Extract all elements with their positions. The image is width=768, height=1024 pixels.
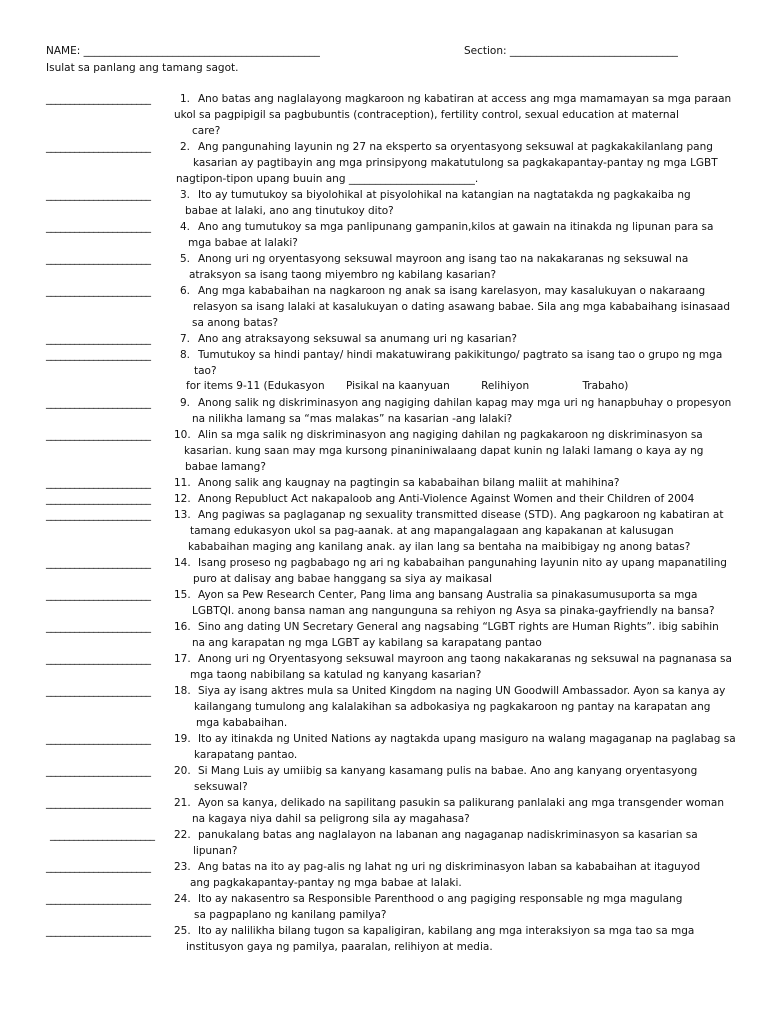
question-number: 9. xyxy=(180,397,191,409)
question-item xyxy=(46,395,732,427)
answer-blank[interactable]: ______________________ xyxy=(46,621,151,633)
subheading-option: Pisikal na kaanyuan xyxy=(345,380,450,392)
question-text-line: nagtipon-tipon upang buuin ang ________________________. xyxy=(176,173,479,185)
question-item xyxy=(46,251,726,283)
answer-blank[interactable]: ______________________ xyxy=(46,733,151,745)
question-text-line: Tumutukoy sa hindi pantay/ hindi makatuwirang pakikitungo/ pagtrato sa isang tao o grupo ng mga xyxy=(198,349,723,361)
question-text-line: Anong uri ng oryentasyong seksuwal mayroon ang isang tao na nakakaranas ng seksuwal na xyxy=(198,253,689,265)
question-text-line: Ito ay itinakda ng United Nations ay nagtakda upang masiguro na walang magaganap na paglabag sa xyxy=(198,733,736,745)
question-text-line: mga kababaihan. xyxy=(196,717,288,729)
question-text-line: Anong salik ang kaugnay na pagtingin sa kababaihan bilang maliit at mahihina? xyxy=(198,477,620,489)
question-text-line: relasyon sa isang lalaki at kasalukuyan o dating asawang babae. Sila ang mga kababaihang isinasaad xyxy=(193,301,731,313)
answer-blank[interactable]: ______________________ xyxy=(46,797,151,809)
answer-blank[interactable]: ______________________ xyxy=(46,765,151,777)
question-number: 3. xyxy=(180,189,191,201)
header xyxy=(46,43,726,59)
answer-blank[interactable]: ______________________ xyxy=(46,477,151,489)
question-text-line: Ano batas ang naglalayong magkaroon ng kabatiran at access ang mga mamamayan sa mga paraan xyxy=(198,93,732,105)
question-text-line: Ang pangunahing layunin ng 27 na eksperto sa oryentasyong seksuwal at pagkakakilanlang pang xyxy=(198,141,713,153)
question-text-line: na kagaya niya dahil sa peligrong sila ay magahasa? xyxy=(192,813,470,825)
question-text-line: seksuwal? xyxy=(194,781,248,793)
question-text-line: LGBTQI. anong bansa naman ang nangunguna sa rehiyon ng Asya sa pinaka-gayfriendly na bansa? xyxy=(192,605,715,617)
question-item xyxy=(46,219,726,251)
answer-blank[interactable]: ______________________ xyxy=(46,141,151,153)
question-text-line: Ang mga kababaihan na nagkaroon ng anak sa isang karelasyon, may kasalukuyan o nakaraang xyxy=(198,285,706,297)
question-item xyxy=(46,283,731,331)
question-text-line: Ito ay nakasentro sa Responsible Parenthood o ang pagiging responsable ng mga magulang xyxy=(198,893,683,905)
question-item xyxy=(46,491,726,507)
answer-blank[interactable]: ______________________ xyxy=(46,429,151,441)
question-text-line: atraksyon sa isang taong miyembro ng kabilang kasarian? xyxy=(189,269,497,281)
question-number: 5. xyxy=(180,253,191,265)
question-item xyxy=(46,347,726,379)
question-number: 7. xyxy=(180,333,191,345)
answer-blank[interactable]: ______________________ xyxy=(46,397,151,409)
question-item xyxy=(46,187,726,219)
answer-blank[interactable]: ______________________ xyxy=(46,349,151,361)
question-text-line: Alin sa mga salik ng diskriminasyon ang nagiging dahilan ng pagkakaroon ng diskriminasyon sa xyxy=(198,429,703,441)
answer-blank[interactable]: ______________________ xyxy=(46,557,151,569)
answer-blank[interactable]: ______________________ xyxy=(46,589,151,601)
question-text-line: Ito ay tumutukoy sa biyolohikal at pisyolohikal na katangian na nagtatakda ng pagkakaiba ng xyxy=(198,189,691,201)
question-text-line: Ang pagiwas sa paglaganap ng sexuality transmitted disease (STD). Ang pagkaroon ng kabatiran at xyxy=(198,509,724,521)
answer-blank[interactable]: ______________________ xyxy=(46,893,151,905)
subheading-option: Trabaho) xyxy=(582,380,629,392)
question-item xyxy=(46,331,726,347)
question-number: 16. xyxy=(174,621,191,633)
question-text-line: Ayon sa Pew Research Center, Pang lima ang bansang Australia sa pinakasumusuporta sa mga xyxy=(198,589,698,601)
question-number: 12. xyxy=(174,493,191,505)
question-text-line: ang pagkakapantay-pantay ng mga babae at lalaki. xyxy=(190,877,462,889)
instruction-text: Isulat sa panlang ang tamang sagot. xyxy=(46,62,239,74)
answer-blank[interactable]: ______________________ xyxy=(46,509,151,521)
question-item xyxy=(46,923,726,955)
answer-blank[interactable]: ______________________ xyxy=(46,221,151,233)
question-item xyxy=(46,555,726,587)
question-text-line: Anong salik ng diskriminasyon ang nagiging dahilan kapag may mga uri ng hanapbuhay o propesyon xyxy=(198,397,732,409)
question-item xyxy=(46,139,726,187)
answer-blank[interactable]: ______________________ xyxy=(50,829,155,841)
question-text-line: puro at dalisay ang babae hanggang sa siya ay maikasal xyxy=(193,573,493,585)
question-text-line: Ano ang atraksayong seksuwal sa anumang uri ng kasarian? xyxy=(198,333,518,345)
question-text-line: care? xyxy=(192,125,221,137)
question-item xyxy=(46,763,726,795)
answer-blank[interactable]: ______________________ xyxy=(46,493,151,505)
question-text-line: lipunan? xyxy=(193,845,238,857)
question-number: 8. xyxy=(180,349,191,361)
question-number: 20. xyxy=(174,765,191,777)
question-text-line: Siya ay isang aktres mula sa United Kingdom na naging UN Goodwill Ambassador. Ayon sa kanya ay xyxy=(198,685,726,697)
question-number: 4. xyxy=(180,221,191,233)
question-text-line: sa pagpaplano ng kanilang pamilya? xyxy=(194,909,387,921)
question-number: 24. xyxy=(174,893,191,905)
question-text-line: na nilikha lamang sa “mas malakas” na kasarian -ang lalaki? xyxy=(192,413,513,425)
question-text-line: tao? xyxy=(194,365,217,377)
items-9-11-subheading xyxy=(186,378,628,394)
answer-blank[interactable]: ______________________ xyxy=(46,285,151,297)
question-number: 18. xyxy=(174,685,191,697)
question-number: 11. xyxy=(174,477,191,489)
answer-blank[interactable]: ______________________ xyxy=(46,253,151,265)
question-number: 15. xyxy=(174,589,191,601)
question-text-line: Ano ang tumutukoy sa mga panlipunang gampanin,kilos at gawain na itinakda ng lipunan para sa xyxy=(198,221,714,233)
question-item xyxy=(46,651,732,683)
name-field[interactable]: NAME: _____________________________________________ xyxy=(46,45,320,57)
question-number: 1. xyxy=(180,93,191,105)
question-text-line: na ang karapatan ng mga LGBT ay kabilang sa karapatang pantao xyxy=(192,637,542,649)
question-item xyxy=(46,507,726,555)
question-item xyxy=(46,427,726,475)
question-text-line: kasarian. kung saan may mga kursong pinaniniwalaang dapat kunin ng lalaki lamang o kaya ay ng xyxy=(184,445,704,457)
question-text-line: kasarian ay pagtibayin ang mga prinsipyong makatutulong sa pagkakapantay-pantay ng mga LGBT xyxy=(193,157,718,169)
question-number: 22. xyxy=(174,829,191,841)
question-text-line: mga babae at lalaki? xyxy=(188,237,298,249)
question-text-line: tamang edukasyon ukol sa pag-aanak. at ang mapangalagaan ang kapakanan at kalusugan xyxy=(190,525,674,537)
question-text-line: babae lamang? xyxy=(185,461,266,473)
question-text-line: karapatang pantao. xyxy=(194,749,298,761)
question-number: 17. xyxy=(174,653,191,665)
answer-blank[interactable]: ______________________ xyxy=(46,189,151,201)
question-item xyxy=(46,475,726,491)
section-field[interactable]: Section: ________________________________ xyxy=(464,45,678,57)
question-number: 6. xyxy=(180,285,191,297)
answer-blank[interactable]: ______________________ xyxy=(46,653,151,665)
answer-blank[interactable]: ______________________ xyxy=(46,861,151,873)
question-item xyxy=(46,891,726,923)
question-item xyxy=(46,795,726,827)
question-text-line: kababaihan maging ang kanilang anak. ay ilan lang sa bentaha na maibibigay ng anong batas? xyxy=(188,541,691,553)
answer-blank[interactable]: ______________________ xyxy=(46,685,151,697)
question-number: 10. xyxy=(174,429,191,441)
question-item xyxy=(46,683,726,731)
question-text-line: institusyon gaya ng pamilya, paaralan, relihiyon at media. xyxy=(186,941,493,953)
question-item xyxy=(46,91,732,139)
subheading-prefix: for items 9-11 (Edukasyon xyxy=(186,380,325,392)
question-number: 25. xyxy=(174,925,191,937)
question-item xyxy=(46,587,726,619)
question-text-line: Ayon sa kanya, delikado na sapilitang pasukin sa palikurang panlalaki ang mga transgender woman xyxy=(198,797,724,809)
question-number: 13. xyxy=(174,509,191,521)
question-number: 19. xyxy=(174,733,191,745)
subheading-option: Relihiyon xyxy=(481,380,530,392)
question-number: 23. xyxy=(174,861,191,873)
question-text-line: Ito ay nalilikha bilang tugon sa kapaligiran, kabilang ang mga interaksiyon sa mga tao sa mga xyxy=(198,925,695,937)
answer-blank[interactable]: ______________________ xyxy=(46,93,151,105)
question-item xyxy=(46,859,726,891)
question-text-line: ukol sa pagpipigil sa pagbubuntis (contraception), fertility control, sexual education at maternal xyxy=(174,109,679,121)
answer-blank[interactable]: ______________________ xyxy=(46,333,151,345)
question-item xyxy=(46,619,726,651)
answer-blank[interactable]: ______________________ xyxy=(46,925,151,937)
question-text-line: Isang proseso ng pagbabago ng ari ng kababaihan pangunahing layunin nito ay upang mapanatiling xyxy=(198,557,727,569)
question-text-line: kailangang tumulong ang kalalakihan sa adbokasiya ng pagkakaroon ng pantay na karapatan ang xyxy=(194,701,711,713)
question-text-line: mga taong nabibilang sa katulad ng kanyang kasarian? xyxy=(190,669,482,681)
question-text-line: Anong Republuct Act nakapaloob ang Anti-Violence Against Women and their Children of 2004 xyxy=(198,493,695,505)
question-item xyxy=(46,731,736,763)
question-number: 14. xyxy=(174,557,191,569)
question-item xyxy=(46,827,726,859)
question-text-line: sa anong batas? xyxy=(192,317,279,329)
question-number: 2. xyxy=(180,141,191,153)
question-text-line: Si Mang Luis ay umiibig sa kanyang kasamang pulis na babae. Ano ang kanyang oryentasyong xyxy=(198,765,698,777)
question-number: 21. xyxy=(174,797,191,809)
question-text-line: Ang batas na ito ay pag-alis ng lahat ng uri ng diskriminasyon laban sa kababaihan at itaguyod xyxy=(198,861,701,873)
question-text-line: babae at lalaki, ano ang tinutukoy dito? xyxy=(185,205,394,217)
question-text-line: panukalang batas ang naglalayon na labanan ang nagaganap nadiskriminasyon sa kasarian sa xyxy=(198,829,698,841)
question-text-line: Anong uri ng Oryentasyong seksuwal mayroon ang taong nakakaranas ng seksuwal na pagnanasa sa xyxy=(198,653,732,665)
question-text-line: Sino ang dating UN Secretary General ang nagsabing “LGBT rights are Human Rights”. ibig sabihin xyxy=(198,621,719,633)
